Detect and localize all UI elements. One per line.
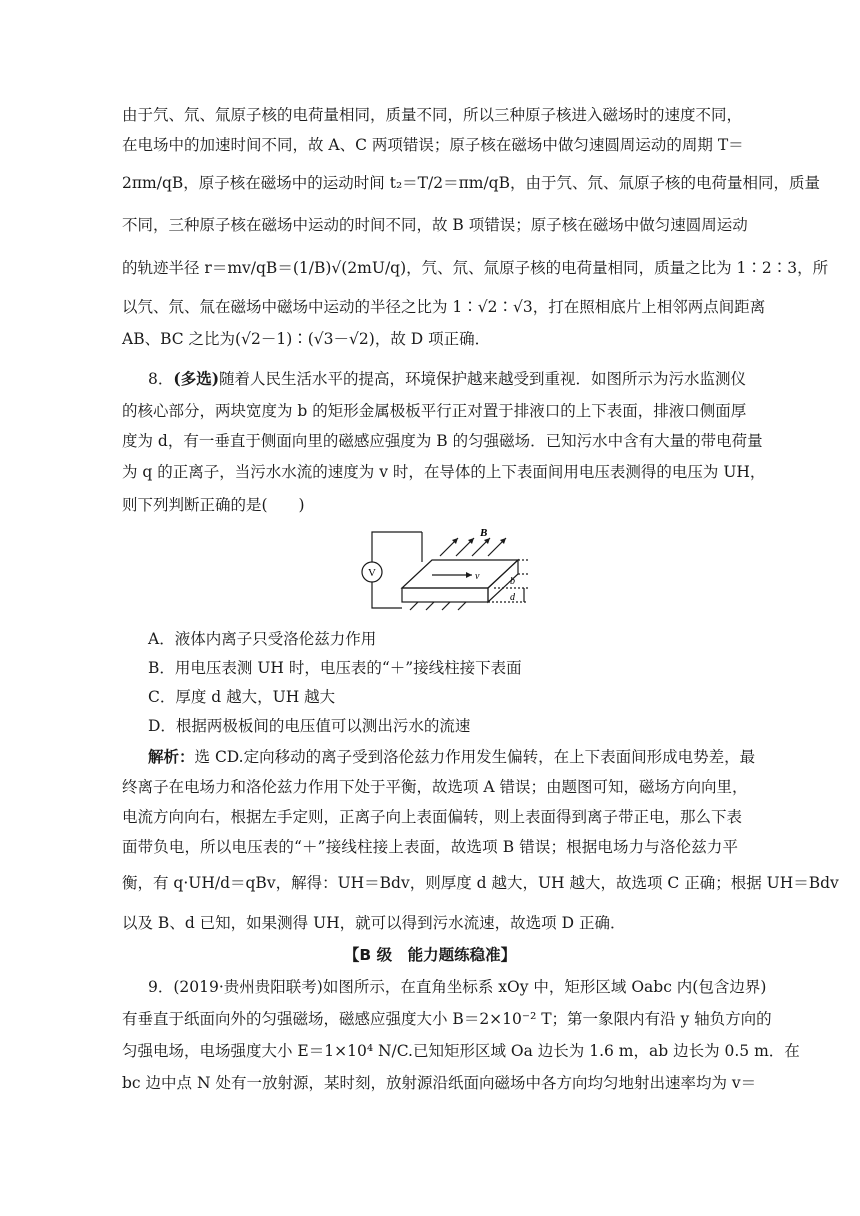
option-d: D．根据两极板间的电压值可以测出污水的流速 — [148, 717, 471, 735]
sewage-monitor-figure — [360, 520, 530, 620]
solution7-line-7: AB、BC 之比为(√2－1)∶(√3－√2)，故 D 项正确． — [122, 330, 491, 348]
solution7-line-2: 在电场中的加速时间不同，故 A、C 两项错误；原子核在磁场中做匀速圆周运动的周期 T＝ — [122, 136, 744, 154]
option-b: B．用电压表测 UH 时，电压表的“＋”接线柱接下表面 — [148, 659, 522, 677]
question8-line-1 — [148, 368, 747, 390]
solution8-line-6: 以及 B、d 已知，如果测得 UH，就可以得到污水流速，故选项 D 正确． — [122, 914, 626, 932]
solution7-line-3: 2πm/qB，原子核在磁场中的运动时间 t₂＝T/2＝πm/qB，由于氕、氘、氚原子核的电荷量相同，质量 — [122, 174, 820, 192]
voltmeter-label: V — [368, 567, 376, 579]
solution7-line-4: 不同，三种原子核在磁场中运动的时间不同，故 B 项错误；原子核在磁场中做匀速圆周运动 — [122, 216, 748, 234]
question8-line-5: 则下列判断正确的是( ) — [122, 496, 305, 514]
solution8-line-3: 电流方向向右，根据左手定则，正离子向上表面偏转，则上表面得到离子带正电，那么下表 — [122, 808, 743, 826]
width-label-b: b — [510, 576, 515, 587]
option-a: A．液体内离子只受洛伦兹力作用 — [148, 630, 377, 648]
solution7-line-6: 以氕、氘、氚在磁场中磁场中运动的半径之比为 1∶√2∶√3，打在照相底片上相邻两点间距离 — [122, 298, 766, 316]
slab-front-face — [402, 588, 488, 602]
question8-line-2: 的核心部分，两块宽度为 b 的矩形金属极板平行正对置于排液口的上下表面，排液口侧面厚 — [122, 402, 747, 420]
solution-label: 解析： — [148, 747, 195, 766]
section-heading: 【B 级 能力题练稳准】 — [343, 946, 517, 964]
solution8-line-4: 面带负电，所以电压表的“＋”接线柱接上表面，故选项 B 错误；根据电场力与洛伦兹力平 — [122, 838, 738, 856]
solution7-line-1: 由于氕、氘、氚原子核的电荷量相同，质量不同，所以三种原子核进入磁场时的速度不同， — [122, 106, 743, 124]
question8-line-3: 度为 d，有一垂直于侧面向里的磁感应强度为 B 的匀强磁场．已知污水中含有大量的带电荷量 — [122, 432, 763, 450]
solution7-line-5: 的轨迹半径 r＝mv/qB＝(1/B)√(2mU/q)，氕、氘、氚原子核的电荷量相同，质量之比为 1∶2∶3，所 — [122, 259, 829, 277]
field-label-b: B — [480, 527, 488, 539]
solution8-line-5: 衡，有 q·UH/d＝qBv，解得：UH＝Bdv，则厚度 d 越大，UH 越大，故选项 C 正确；根据 UH＝Bdv — [122, 874, 839, 892]
thickness-label-d: d — [510, 592, 515, 603]
solution8-line-2: 终离子在电场力和洛伦兹力作用下处于平衡，故选项 A 错误；由题图可知，磁场方向向里， — [122, 778, 748, 796]
question9-line-4: bc 边中点 N 处有一放射源，某时刻，放射源沿纸面向磁场中各方向均匀地射出速率均为 v＝ — [122, 1074, 757, 1092]
solution8-text-1: 选 CD.定向移动的离子受到洛伦兹力作用发生偏转，在上下表面间形成电势差，最 — [194, 748, 756, 766]
multi-choice-tag: (多选) — [173, 369, 220, 388]
velocity-label: v — [475, 571, 480, 582]
question-number: 8． — [148, 370, 174, 388]
question9-line-3: 匀强电场，电场强度大小 E＝1×10⁴ N/C.已知矩形区域 Oa 边长为 1.6 m，ab 边长为 0.5 m．在 — [122, 1042, 800, 1060]
slab-top-face — [402, 560, 518, 588]
question9-line-2: 有垂直于纸面向外的匀强磁场，磁感应强度大小 B＝2×10⁻² T；第一象限内有沿 y 轴负方向的 — [122, 1010, 772, 1028]
question8-line-4: 为 q 的正离子，当污水水流的速度为 v 时，在导体的上下表面间用电压表测得的电压为 UH， — [122, 463, 766, 481]
question8-text-1: 随着人民生活水平的提高，环境保护越来越受到重视．如图所示为污水监测仪 — [219, 370, 747, 388]
solution8-line-1 — [148, 746, 756, 768]
question9-line-1: 9．(2019·贵州贵阳联考)如图所示，在直角坐标系 xOy 中，矩形区域 Oabc 内(包含边界) — [148, 978, 767, 996]
option-c: C．厚度 d 越大，UH 越大 — [148, 688, 336, 706]
